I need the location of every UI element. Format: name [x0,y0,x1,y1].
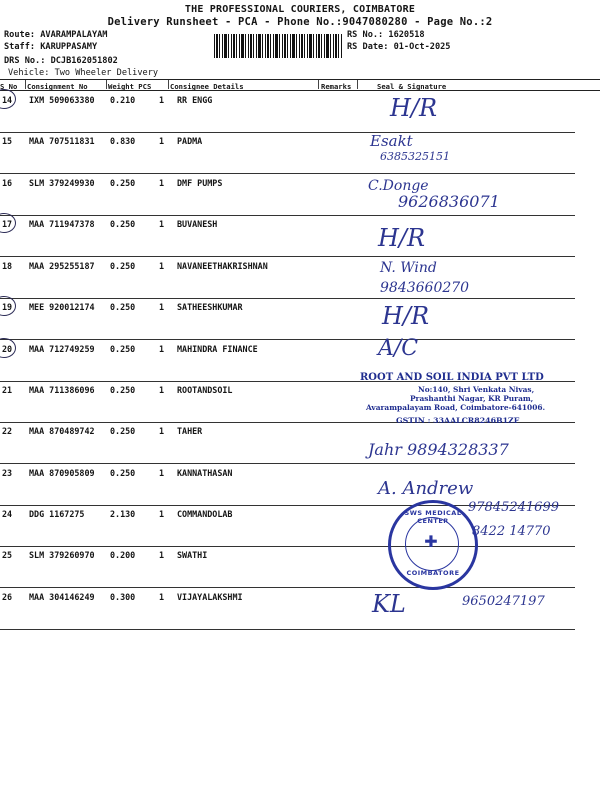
row-pcs: 1 [159,261,165,271]
barcode-image [214,34,342,58]
row-consignment: SLM 379260970 [29,550,95,560]
row-consignee: VIJAYALAKSHMI [177,592,243,602]
row-pcs: 1 [159,385,165,395]
row-consignment: MAA 711386096 [29,385,95,395]
col-divider [106,80,107,89]
row-pcs: 1 [159,468,165,478]
row-consignment: MAA 304146249 [29,592,95,602]
row-consignment: MAA 870489742 [29,426,95,436]
row-sno: 17 [2,219,13,229]
row-consignment: MAA 295255187 [29,261,95,271]
row-consignee: MAHINDRA FINANCE [177,344,258,354]
row-weight: 0.250 [110,302,136,312]
col-divider [168,80,169,89]
signature-row-19: H/R [382,302,430,330]
stamp-address-line: No:140, Shri Venkata Nivas, [418,385,535,394]
col-consignee: Consignee Details [170,82,244,91]
row-consignee: BUVANESH [177,219,218,229]
row-consignment: SLM 379249930 [29,178,95,188]
seal-bottom-text: COIMBATORE [406,569,460,577]
table-row [0,91,575,133]
seal-top-text: SWS MEDICAL CENTER [404,509,462,525]
phone-row-23: 97845241699 [468,500,559,515]
signature-row-16: C.Donge [368,178,429,194]
round-seal-stamp [388,500,478,590]
row-weight: 2.130 [110,509,136,519]
row-pcs: 1 [159,178,165,188]
row-consignee: SATHEESHKUMAR [177,302,243,312]
row-weight: 0.830 [110,136,136,146]
row-pcs: 1 [159,509,165,519]
row-pcs: 1 [159,344,165,354]
row-consignment: MEE 920012174 [29,302,95,312]
drs-number: DRS No.: DCJB162051802 [4,56,118,66]
col-divider [318,80,319,89]
rs-date: RS Date: 01-Oct-2025 [347,42,451,52]
row-weight: 0.250 [110,426,136,436]
row-consignee: KANNATHASAN [177,468,233,478]
row-sno: 18 [2,261,13,271]
stamp-gstin: GSTIN : 33AALCR8246B1ZF [396,416,520,425]
signature-row-18: N. Wind [380,260,437,276]
signature-row-15: Esakt [370,132,413,150]
phone-row-15: 6385325151 [380,150,450,163]
row-weight: 0.250 [110,385,136,395]
row-pcs: 1 [159,426,165,436]
col-divider [25,80,26,89]
row-consignment: DDG 1167275 [29,509,85,519]
row-weight: 0.250 [110,468,136,478]
col-seal-signature: Seal & Signature [377,82,447,91]
row-sno: 15 [2,136,13,146]
row-sno: 20 [2,344,13,354]
row-weight: 0.210 [110,95,136,105]
row-consignee: PADMA [177,136,203,146]
row-consignee: COMMANDOLAB [177,509,233,519]
medical-cross-icon: ✚ [424,532,438,551]
signature-row-23: A. Andrew [378,478,474,499]
row-weight: 0.250 [110,261,136,271]
row-pcs: 1 [159,95,165,105]
row-weight: 0.300 [110,592,136,602]
row-consignment: MAA 707511831 [29,136,95,146]
col-remarks: Remarks [321,82,352,91]
row-weight: 0.250 [110,219,136,229]
signature-row-26: KL [372,590,406,618]
row-weight: 0.250 [110,344,136,354]
row-weight: 0.200 [110,550,136,560]
row-consignment: MAA 712749259 [29,344,95,354]
signature-row-20: A/C [378,336,419,361]
row-sno: 26 [2,592,13,602]
route-label: Route: AVARAMPALAYAM [4,30,108,40]
staff-label: Staff: KARUPPASAMY [4,42,98,52]
vehicle-label: Vehicle: Two Wheeler Delivery [8,68,159,78]
signature-row-17: H/R [378,224,426,252]
row-consignee: DMF PUMPS [177,178,223,188]
phone-row-26: 9650247197 [462,594,545,609]
signature-row-14: H/R [390,94,438,122]
row-sno: 23 [2,468,13,478]
table-row [0,132,575,174]
stamp-address-line: Avarampalayam Road, Coimbatore-641006. [366,403,546,412]
row-sno: 25 [2,550,13,560]
phone-row-18: 9843660270 [380,280,470,296]
row-sno: 16 [2,178,13,188]
signature-row-22: Jahr 9894328337 [368,440,509,459]
row-consignment: IXM 509063380 [29,95,95,105]
row-weight: 0.250 [110,178,136,188]
row-pcs: 1 [159,550,165,560]
rs-number: RS No.: 1620518 [347,30,425,40]
header-top-rule [0,79,600,80]
col-consignment: Consignment No [27,82,88,91]
col-divider [357,80,358,89]
row-consignee: NAVANEETHAKRISHNAN [177,261,268,271]
row-pcs: 1 [159,302,165,312]
row-pcs: 1 [159,219,165,229]
row-sno: 24 [2,509,13,519]
row-consignment: MAA 711947378 [29,219,95,229]
company-header: THE PROFESSIONAL COURIERS, COIMBATORE [184,4,416,15]
table-row [0,546,575,588]
row-sno: 14 [2,95,13,105]
row-consignment: MAA 870905809 [29,468,95,478]
stamp-address-line: Prashanthi Nagar, KR Puram, [410,394,534,403]
row-pcs: 1 [159,136,165,146]
row-consignee: ROOTANDSOIL [177,385,233,395]
company-stamp [360,372,585,425]
row-consignee: SWATHI [177,550,208,560]
table-row [0,298,575,340]
phone-row-24: 8422 14770 [472,524,551,539]
row-sno: 21 [2,385,13,395]
col-sno: S No [0,82,18,91]
row-pcs: 1 [159,592,165,602]
phone-row-16: 9626836071 [398,192,500,211]
row-sno: 19 [2,302,13,312]
row-consignee: RR ENGG [177,95,213,105]
stamp-company-name: ROOT AND SOIL INDIA PVT LTD [360,372,544,383]
table-row [0,257,575,299]
row-sno: 22 [2,426,13,436]
runsheet-title: Delivery Runsheet - PCA - Phone No.:9047080280 - Page No.:2 [107,16,493,28]
table-row [0,215,575,257]
col-weight-pcs: Weight PCS [108,82,152,91]
row-consignee: TAHER [177,426,203,436]
